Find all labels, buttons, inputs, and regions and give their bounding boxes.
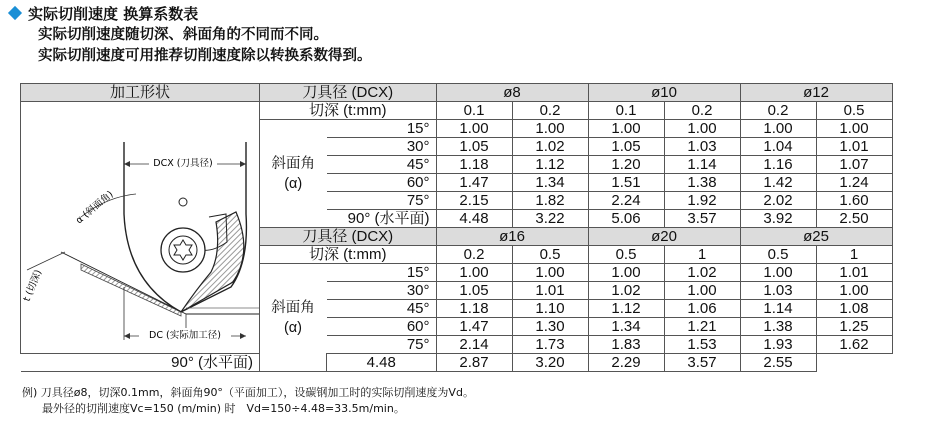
factor-cell: 1.21 (664, 318, 740, 336)
angle-cell: 60° (327, 318, 437, 336)
factor-cell: 1.42 (740, 174, 816, 192)
factor-cell: 1.00 (588, 120, 664, 138)
factor-cell: 1.05 (588, 138, 664, 156)
angle-cell: 15° (327, 264, 437, 282)
factor-cell: 1.92 (664, 192, 740, 210)
factor-cell: 1.38 (740, 318, 816, 336)
factor-cell: 1.00 (740, 264, 816, 282)
shape-header: 加工形状 (21, 84, 260, 102)
factor-cell: 1.83 (588, 336, 664, 354)
factor-cell: 1.01 (816, 138, 892, 156)
diameter-label: 刀具径 (DCX) (260, 84, 437, 102)
depth-cell: 0.2 (664, 102, 740, 120)
factor-cell: 1.34 (512, 174, 588, 192)
depth-cell: 1 (664, 246, 740, 264)
factor-cell: 1.00 (816, 282, 892, 300)
factor-cell: 1.00 (436, 264, 512, 282)
factor-cell: 1.01 (816, 264, 892, 282)
factor-cell: 1.24 (816, 174, 892, 192)
factor-cell: 1.38 (664, 174, 740, 192)
angle-cell: 30° (327, 282, 437, 300)
angle-cell: 90° (水平面) (21, 354, 260, 372)
angle-cell: 30° (327, 138, 437, 156)
header-line-2: 实际切削速度可用推荐切削速度除以转换系数得到。 (38, 48, 372, 64)
factor-cell: 3.57 (664, 210, 740, 228)
factor-cell: 3.20 (512, 354, 588, 372)
depth-cell: 1 (816, 246, 892, 264)
depth-row-1 (21, 102, 893, 120)
angle-cell: 15° (327, 120, 437, 138)
factor-cell: 2.02 (740, 192, 816, 210)
factor-cell: 2.24 (588, 192, 664, 210)
factor-cell: 1.07 (816, 156, 892, 174)
depth-label: 切深 (t:mm) (260, 102, 437, 120)
depth-cell: 0.2 (512, 102, 588, 120)
dc-label: DC (实际加工径) (149, 330, 221, 341)
depth-cell: 0.1 (588, 102, 664, 120)
factor-cell: 4.48 (436, 210, 512, 228)
factor-cell: 1.01 (512, 282, 588, 300)
diameter-cell: ø8 (436, 84, 588, 102)
factor-cell: 1.00 (512, 264, 588, 282)
factor-cell: 1.20 (588, 156, 664, 174)
t-label: t (切深) (21, 268, 45, 304)
factor-cell: 2.15 (436, 192, 512, 210)
factor-cell: 1.06 (664, 300, 740, 318)
factor-cell: 1.00 (588, 264, 664, 282)
factor-cell: 1.53 (664, 336, 740, 354)
factor-cell: 1.18 (436, 300, 512, 318)
factor-cell: 1.02 (512, 138, 588, 156)
factor-cell: 2.29 (588, 354, 664, 372)
factor-cell: 1.05 (436, 282, 512, 300)
angle-group-label: 斜面角 (α) (260, 120, 327, 228)
factor-cell: 1.18 (436, 156, 512, 174)
diameter-cell: ø10 (588, 84, 740, 102)
factor-cell: 1.03 (664, 138, 740, 156)
depth-cell: 0.1 (436, 102, 512, 120)
header (6, 4, 372, 67)
factor-cell: 1.12 (588, 300, 664, 318)
factor-cell: 1.04 (740, 138, 816, 156)
factor-cell: 1.12 (512, 156, 588, 174)
angle-cell: 45° (327, 300, 437, 318)
depth-cell: 0.5 (816, 102, 892, 120)
diameter-label: 刀具径 (DCX) (260, 228, 437, 246)
factor-cell: 1.82 (512, 192, 588, 210)
factor-cell: 3.92 (740, 210, 816, 228)
dcx-label: DCX (刀具径) (153, 158, 213, 169)
factor-cell: 1.00 (664, 120, 740, 138)
footnotes (22, 385, 474, 417)
factor-cell: 2.50 (816, 210, 892, 228)
depth-cell: 0.2 (436, 246, 512, 264)
factor-cell: 4.48 (327, 354, 437, 372)
depth-cell: 0.5 (512, 246, 588, 264)
factor-cell: 1.60 (816, 192, 892, 210)
factor-cell: 1.10 (512, 300, 588, 318)
diameter-cell: ø20 (588, 228, 740, 246)
factor-cell: 2.87 (436, 354, 512, 372)
factor-cell: 1.73 (512, 336, 588, 354)
depth-label: 切深 (t:mm) (260, 246, 437, 264)
factor-cell: 1.02 (588, 282, 664, 300)
factor-cell: 1.00 (816, 120, 892, 138)
factor-cell: 2.55 (740, 354, 816, 372)
factor-cell: 5.06 (588, 210, 664, 228)
diameter-row-1 (21, 84, 893, 102)
factor-cell: 1.25 (816, 318, 892, 336)
factor-cell: 1.51 (588, 174, 664, 192)
factor-cell: 1.34 (588, 318, 664, 336)
angle-cell: 90° (水平面) (327, 210, 437, 228)
factor-cell: 1.14 (664, 156, 740, 174)
angle-cell: 45° (327, 156, 437, 174)
diameter-cell: ø16 (436, 228, 588, 246)
depth-cell: 0.2 (740, 102, 816, 120)
footnote-line-1: 例) 刀具径ø8，切深0.1mm，斜面角90°（平面加工），设碳钢加工时的实际切削速度为Vd。 (22, 386, 474, 399)
factor-cell: 1.00 (664, 282, 740, 300)
cutter-diagram (21, 102, 259, 342)
angle-cell: 75° (327, 192, 437, 210)
factor-cell: 1.30 (512, 318, 588, 336)
shape-diagram-cell (21, 102, 260, 354)
section-title: 实际切削速度 换算系数表 (28, 5, 199, 23)
header-line-1: 实际切削速度随切深、斜面角的不同而不同。 (38, 27, 328, 43)
factor-cell: 2.14 (436, 336, 512, 354)
angle-cell: 60° (327, 174, 437, 192)
diameter-cell: ø12 (740, 84, 892, 102)
diameter-cell: ø25 (740, 228, 892, 246)
footnote-line-2: 最外径的切削速度Vc=150 (m/min) 时 Vd=150÷4.48=33.5m/min。 (42, 402, 405, 415)
depth-cell: 0.5 (740, 246, 816, 264)
conversion-table (20, 83, 893, 372)
factor-cell: 1.02 (664, 264, 740, 282)
factor-cell: 1.00 (740, 120, 816, 138)
factor-cell: 1.00 (436, 120, 512, 138)
factor-cell: 1.00 (512, 120, 588, 138)
angle-cell: 75° (327, 336, 437, 354)
table-row (21, 354, 893, 372)
alpha-label: α (斜面角) (73, 188, 116, 227)
factor-cell: 1.62 (816, 336, 892, 354)
depth-cell: 0.5 (588, 246, 664, 264)
factor-cell: 1.93 (740, 336, 816, 354)
factor-cell: 1.47 (436, 174, 512, 192)
factor-cell: 1.14 (740, 300, 816, 318)
factor-cell: 1.47 (436, 318, 512, 336)
angle-group-label: 斜面角 (α) (260, 264, 327, 372)
factor-cell: 1.05 (436, 138, 512, 156)
diamond-bullet-icon (8, 6, 22, 20)
factor-cell: 3.22 (512, 210, 588, 228)
factor-cell: 3.57 (664, 354, 740, 372)
factor-cell: 1.03 (740, 282, 816, 300)
factor-cell: 1.08 (816, 300, 892, 318)
factor-cell: 1.16 (740, 156, 816, 174)
